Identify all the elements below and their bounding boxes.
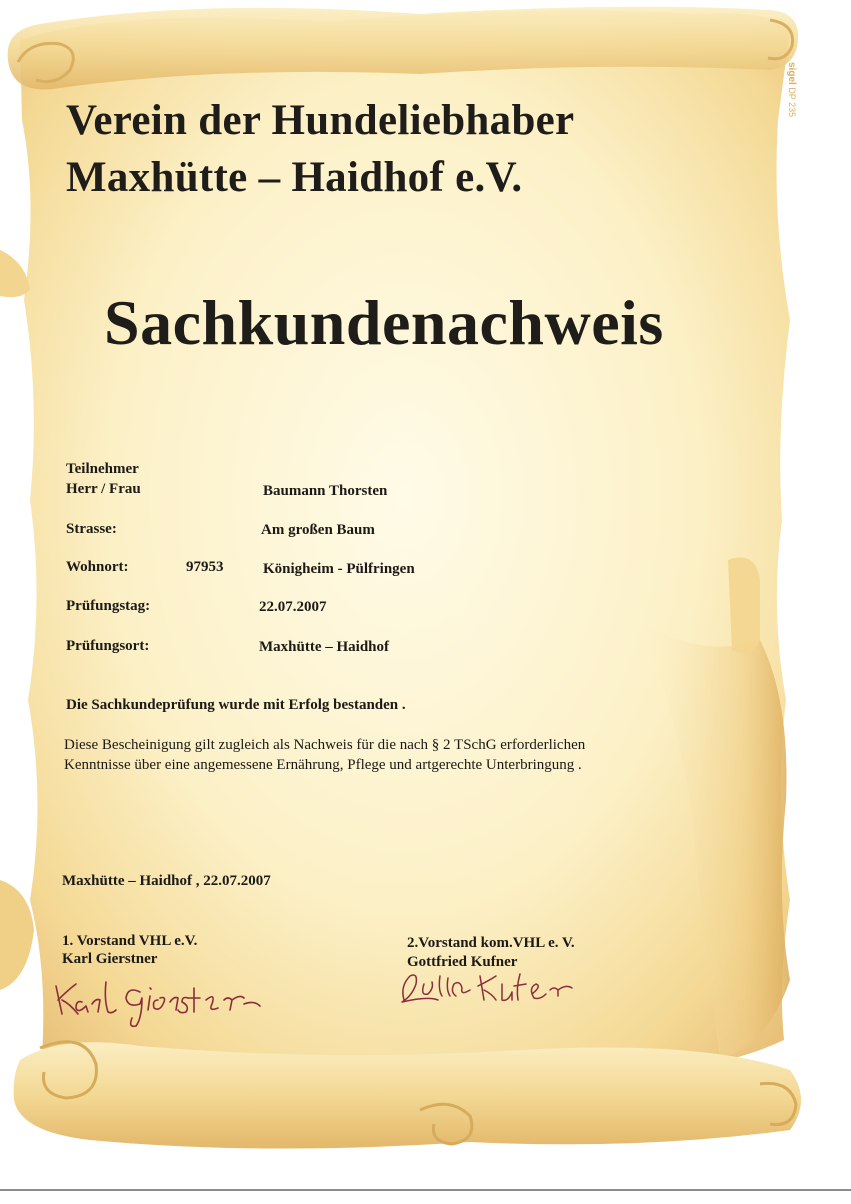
exam-date-label: Prüfungstag: <box>66 598 151 614</box>
exam-place-label: Prüfungsort: <box>66 638 150 654</box>
exam-place-value: Maxhütte – Haidhof <box>259 639 390 655</box>
signature-2-handwritten <box>398 966 578 1010</box>
signatory-2-name: Gottfried Kufner <box>407 954 518 970</box>
paper-brand-mark <box>786 62 797 117</box>
exam-date-value: 22.07.2007 <box>259 599 327 615</box>
paper-brand-name: sigel <box>786 62 797 85</box>
participant-name: Baumann Thorsten <box>263 483 388 499</box>
salutation-label: Herr / Frau <box>66 481 141 497</box>
club-name-line-2: Maxhütte – Haidhof e.V. <box>66 154 523 201</box>
signatory-1-name: Karl Gierstner <box>62 951 158 967</box>
club-name-line-1: Verein der Hundeliebhaber <box>66 97 575 144</box>
city-label: Wohnort: <box>66 559 129 575</box>
statement-line-2: Kenntnisse über eine angemessene Ernährung, Pflege und artgerechte Unterbringung . <box>64 757 582 773</box>
place-and-date: Maxhütte – Haidhof , 22.07.2007 <box>62 873 271 889</box>
postal-code: 97953 <box>186 559 224 575</box>
city-value: Königheim - Pülfringen <box>263 561 415 577</box>
participant-heading: Teilnehmer <box>66 461 139 477</box>
street-label: Strasse: <box>66 521 117 537</box>
statement-line-1: Diese Bescheinigung gilt zugleich als Nachweis für die nach § 2 TSchG erforderlichen <box>64 737 586 753</box>
signatory-2-role: 2.Vorstand kom.VHL e. V. <box>407 935 575 951</box>
signatory-1-role: 1. Vorstand VHL e.V. <box>62 933 198 949</box>
exam-result: Die Sachkundeprüfung wurde mit Erfolg bestanden . <box>66 697 406 713</box>
signature-1-handwritten <box>48 970 268 1030</box>
paper-brand-code: DP 235 <box>787 87 797 118</box>
document-title: Sachkundenachweis <box>104 287 664 358</box>
street-value: Am großen Baum <box>261 522 375 538</box>
